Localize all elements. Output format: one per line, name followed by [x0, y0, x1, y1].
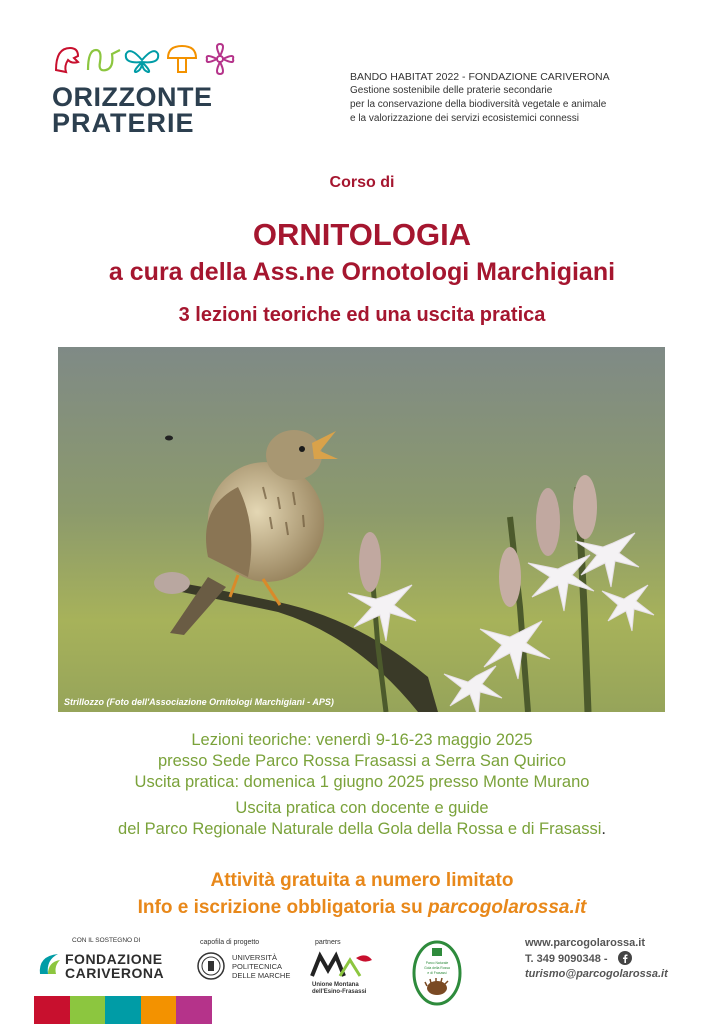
- info-park-name-period: .: [601, 820, 606, 838]
- info-park-name-text: del Parco Regionale Naturale della Gola della Rossa e di Frasassi: [118, 820, 602, 838]
- info-park-name: [0, 819, 724, 840]
- university-name-line3: DELLE MARCHE: [232, 971, 291, 980]
- course-intro: Corso di: [329, 174, 395, 191]
- bando-desc-line1: Gestione sostenibile delle praterie secondarie: [350, 85, 553, 96]
- facebook-icon[interactable]: [618, 951, 632, 965]
- color-bar-red: [34, 996, 70, 1024]
- fondazione-name-line2: CARIVERONA: [65, 965, 165, 981]
- course-subtitle: a cura della Ass.ne Ornotologi Marchigiani: [108, 258, 616, 286]
- website-link[interactable]: www.parcogolarossa.it: [525, 937, 646, 949]
- cta-registration: [0, 897, 724, 919]
- photo-caption: Strillozzo (Foto dell'Associazione Ornitologi Marchigiani - APS): [64, 697, 334, 707]
- phone-number: T. 349 9090348 -: [525, 953, 608, 965]
- email-link[interactable]: turismo@parcogolarossa.it: [525, 968, 668, 980]
- color-bar-purple: [176, 996, 212, 1024]
- cta-free-activity: Attività gratuita a numero limitato: [210, 870, 514, 891]
- logo-title-line2: PRATERIE: [52, 108, 195, 138]
- partners-label: partners: [315, 939, 341, 946]
- snake-icon: [88, 50, 120, 70]
- info-lessons-venue: presso Sede Parco Rossa Frasassi a Serra San Quirico: [157, 752, 567, 770]
- unione-montana-line1: Unione Montana: [312, 982, 359, 988]
- cta-website-link[interactable]: parcogolarossa.it: [427, 897, 587, 918]
- color-bar-teal: [105, 996, 141, 1024]
- lead-partner-label: capofila di progetto: [200, 939, 260, 946]
- info-field-trip: Uscita pratica: domenica 1 giugno 2025 presso Monte Murano: [134, 773, 590, 791]
- butterfly-icon: [126, 51, 158, 72]
- info-field-trip-guides: Uscita pratica con docente e guide: [235, 799, 489, 817]
- info-lessons-dates: Lezioni teoriche: venerdì 9-16-23 maggio 2025: [191, 731, 533, 749]
- university-name-line2: POLITECNICA: [232, 962, 283, 971]
- bird-photo: [58, 347, 665, 712]
- course-tagline: 3 lezioni teoriche ed una uscita pratica: [178, 304, 546, 326]
- logo-icons: [52, 42, 236, 76]
- bando-info: [350, 70, 610, 126]
- park-logo-line1: Parco Naturale: [425, 961, 449, 965]
- university-name-line1: UNIVERSITÀ: [232, 953, 278, 962]
- unione-montana-logo-icon: [310, 950, 375, 980]
- unione-montana-line2: dell'Esino-Frasassi: [312, 989, 367, 995]
- university-name: [232, 953, 290, 980]
- cta-registration-prefix: Info e iscrizione obbligatoria su: [137, 897, 428, 918]
- bando-desc-line3: e la valorizzazione dei servizi ecosistemici connessi: [350, 113, 579, 124]
- color-bar-green: [70, 996, 106, 1024]
- support-label: CON IL SOSTEGNO DI: [72, 937, 141, 944]
- color-bar-orange: [141, 996, 177, 1024]
- bando-desc-line2: per la conservazione della biodiversità vegetale e animale: [350, 99, 607, 110]
- fondazione-name-line1: FONDAZIONE: [65, 951, 163, 967]
- fondazione-logo-icon: [36, 950, 62, 978]
- eagle-icon: [56, 48, 78, 72]
- mushroom-icon: [168, 46, 196, 72]
- unione-montana-name: [312, 982, 366, 996]
- park-logo-icon: [412, 940, 462, 1006]
- logo-title-line1: ORIZZONTE: [52, 82, 213, 112]
- park-logo-line2: Gola della Rossa: [424, 966, 450, 970]
- flower-icon: [207, 44, 234, 74]
- park-logo-line3: e di Frasassi: [427, 971, 447, 975]
- color-bar: [34, 996, 212, 1024]
- bando-title: BANDO HABITAT 2022 - FONDAZIONE CARIVERONA: [350, 71, 610, 83]
- course-title: ORNITOLOGIA: [252, 217, 472, 252]
- university-seal-icon: [196, 951, 226, 981]
